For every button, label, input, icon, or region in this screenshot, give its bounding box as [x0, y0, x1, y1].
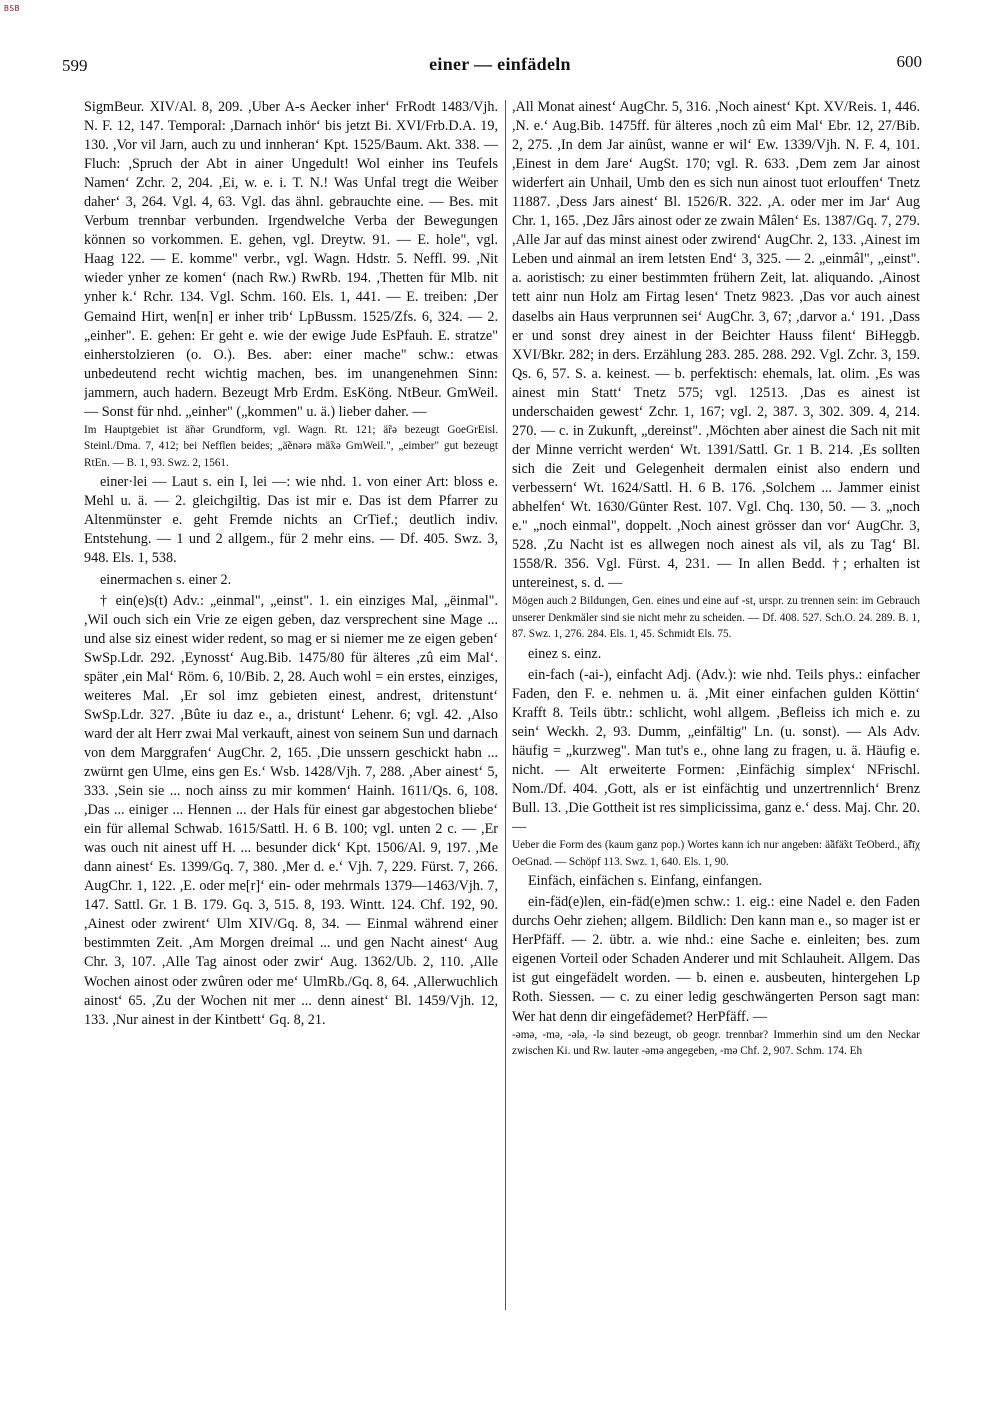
right-column [512, 98, 920, 1320]
page-number-right: 600 [896, 52, 922, 71]
note-einher: Im Hauptgebiet ist ä̃nər Grundform, vgl. Wagn. Rt. 121; ä̃rə bezeugt GoeGrEisl. Steinl./Dma. 7, 412; bei Nefflen beides; „ä̃enərə mä̃xə GmWeil.", „eimber" gut bezeugt RtEn. — B. 1, 93. Swz. 2, 1561. [84, 423, 498, 469]
column-divider [505, 100, 506, 1310]
note-einfaedeln: -əmə, -mə, -ələ, -lə sind bezeugt, ob geogr. trennbar? Immerhin sind um den Neckar zwischen Ki. und Rw. lauter -əmə angegeben, -mə Chf. 2, 907. Schm. 174. Eh [512, 1028, 920, 1058]
entry-eines: † ein(e)s(t) Adv.: „einmal", „einst". 1. ein einziges Mal, „ëinmal". ,Wil ouch sich ein Vrie ze eigen geben, daz versprechent sine Mage ... und alse siz einest wider redent, so mag er si niemer me ze eigen geben‘ SwSp.Ldr. 292. ,Eynosst‘ Aug.Bib. 1475/80 für älteres ,zû eim Mal‘. später ,ein Mal‘ Röm. 6, 10/Bib. 2, 28. Auch wohl = ein erstes, einziges, weiteres Mal. ,Er sol imz gebieten einest, andrest, dritenstunt‘ SwSp.Ldr. 327. ,Bûte iu daz e., a., dristunt‘ Lehenr. 6; vgl. 42. ,Also ward der alt Herr zwai Mal verkauft, ainest von seinem Sun und darnach von dem Marggrafen‘ AugChr. 2, 165. ,Die unssern geschickt habn ... zwürnt gen Ulme, eins gen Es.‘ Wsb. 1428/Vjh. 7, 288. ,Aber ainest‘ 5, 333. ,Sein sie ... noch ainss zu mir kommen‘ Hainh. 1611/Qs. 6, 108. ,Das ... einiger ... Hennen ... der Hals für einest gar abgestochen bliebe‘ ein für allemal Schwab. 1615/Sattl. H. 6 B. 100; vgl. unten 2 c. — ,Er was ouch nit ainest uff H. ... besunder dick‘ Kpt. 1506/Al. 9, 197. ,Me dann ainest‘ Es. 1399/Gq. 7, 380. ,Mer d. e.‘ Vjh. 7, 229. Fürst. 7, 266. AugChr. 1, 122. ,E. oder me[r]‘ ein- oder mehrmals 1379—1463/Vjh. 7, 147. Sattl. Gr. 1 B. 179. Gq. 3, 515. 8, 193. Wintt. 124. Chf. 192, 90. ,Ainest oder zwirent‘ Ulm XIV/Gq. 8, 34. — Einmal während einer bestimmten Zeit. ,Am Morgen dreimal ... und gen Nacht ainest‘ Aug Chr. 3, 107. ,Alle Tag ainost oder zwir‘ Aug. 1362/Ub. 2, 110. ,Alle Wochen ainost oder zwûren oder me‘ UlmRb./Gq. 8, 64. ,Allerwuchlich ainost‘ 65. ,Zu der Wochen nit mer ... denn ainest‘ Bl. 1459/Vjh. 12, 133. ,Nur ainest in der Kintbett‘ Gq. 8, 21. [84, 592, 498, 1028]
running-title: einer — einfädeln [429, 54, 571, 74]
page-number-left: 599 [62, 56, 88, 75]
page-header [0, 48, 1000, 78]
left-column [84, 98, 498, 1320]
note-eines: Mögen auch 2 Bildungen, Gen. eines und eine auf -st, urspr. zu trennen sein: im Gebrauch unserer Denkmäler sind sie nicht mehr zu scheiden. — Df. 408. 527. Sch.O. 24. 289. B. 1, 87. Swz. 1, 276. 284. Els. 1, 45. Schmidt Els. 75. [512, 595, 920, 641]
entry-einermachen: einermachen s. einer 2. [100, 571, 232, 588]
note-einfach: Ueber die Form des (kaum ganz pop.) Wortes kann ich nur angeben: ä̃äfä̃xt TeOberd., ä̃fīχ OeGnad. — Schöpf 113. Swz. 1, 640. Els. 1, 90. [512, 839, 920, 868]
entry-einfaedeln: ein-fäd(e)len, ein-fäd(e)men schw.: 1. eig.: eine Nadel e. den Faden durchs Oehr ziehen; allgem. Bildlich: Den kann man e., so mager ist er HerPfäff. — 2. übtr. a. wie nhd.: eine Sache e. einleiten; bes. zum eigenen Vorteil oder Schaden Anderer und mit Schlauheit. Allgem. Das ist gut eingefädelt worden. — b. einen e. ausbeuten, hintergehen Lp Roth. Siessen. — c. zu einer ledig geschwängerten Person sagt man: Wer hat denn dir eingefädemet? HerPfäff. — [512, 894, 920, 1025]
entry-einfaech: Einfäch, einfächen s. Einfang, einfangen. [528, 873, 762, 890]
entry-eines-continued: ,All Monat ainest‘ AugChr. 5, 316. ,Noch ainest‘ Kpt. XV/Reis. 1, 446. ,N. e.‘ Aug.Bib. 1475ff. für älteres ,noch zû eim Mal‘ Ebr. 12, 27/Bib. 2, 275. ,In dem Jar ainûst, wanne er wil‘ Ew. 1339/Vjh. N. F. 4, 101. ,Einest in dem Jare‘ AugSt. 170; vgl. R. 633. ,Dem zem Jar ainost widerfert ain Unhail, Umb den es sich nun ainost tuot erlouffen‘ Tnetz 11887. ,Dess Jars ainest‘ Bl. 1526/R. 322. ,A. oder mer im Jar‘ Aug Chr. 1, 165. ,Dez Jârs ainost oder ze zwain Mâlen‘ Es. 1387/Gq. 7, 279. ,Alle Jar auf das minst ainest oder zwirend‘ AugChr. 2, 133. ,Ainest im Leben und ainmal an irem letsten End‘ 3, 325. — 2. „einmâl", „einst". a. aoristisch: zu einer bestimmten frühern Zeit, lat. aliquando. ,Ainost tett ainr nun Holz am Firtag lesen‘ Tnetz 9823. ,Das vor auch ainest daselbs ain Haus verprunnen sei‘ AugChr. 3, 67; ,darvor a.‘ 191. ,Dass er und sonst drey ainest in der Beichter Hauss filent‘ BiHeggb. XVI/Bkr. 282; in ders. Erzählung 283. 285. 288. 292. Vgl. Zchr. 3, 159. Qs. 6, 57. S. a. keinest. — b. perfektisch: ehemals, lat. olim. ,Es was ainest min Statt‘ Tnetz 575; vgl. 12513. ,Das es ainest ist underschaiden gewest‘ Zchr. 1, 167; vgl. 2, 387. 3, 302. 309. 4, 214. 270. — c. in Zukunft, „dereinst". ,Möchten aber ainest die Sach nit mit der Minne verricht werden‘ Wt. 1391/Sattl. Gr. 1 B. 214. ,Es sollten sich die Zeit und Gelegenheit dermalen einist also endern und verbessern‘ Wt. 1624/Sattl. H. 6 B. 176. ,Solchem ... Jammer einist abhelfen‘ Wt. 1630/Günter Rest. 107. Vgl. Chq. 130, 50. — 3. „noch e." „noch einmal", doppelt. ,Noch ainest grösser dan vor‘ AugChr. 3, 528. ,Zu Nacht ist es allwegen noch ainest als vil, als zu Tag‘ Bl. 1558/R. 356. Vgl. Fürst. 4, 231. — In allen Bedd. †; erhalten ist untereinest, s. d. — [512, 99, 920, 592]
entry-einez: einez s. einz. [528, 645, 602, 662]
library-stamp: BSB [4, 4, 20, 13]
entry-einher-continued: SigmBeur. XIV/Al. 8, 209. ,Uber A-s Aecker inher‘ FrRodt 1483/Vjh. N. F. 12, 147. Temporal: ,Darnach inhör‘ bis jetzt Bi. XVI/Frb.D.A. 19, 130. ,Vor vil Jarn, auch zu und innheran‘ Kpt. 1525/Baum. Akt. 338. — Fluch: ,Spruch der Abt in ainer Ungedult! Wol einher ins Teufels Namen‘ Zchr. 2, 204. ,Ei, w. e. i. T. N.! Was Unfal tregt die Weiber daher‘ 3, 264. Vgl. 4, 63. Vgl. das ähnl. gebrauchte eine. — Bes. mit Verbum trennbar verbunden. Irgendwelche Verba der Bewegungen können so vorkommen. E. gehen, vgl. Dreytw. 91. — E. hole", vgl. Haag 122. — E. komme" verbr., vgl. Wagn. Hdstr. 5. Neffl. 99. ,Nit wieder ynher ze komen‘ (nach Rw.) RwRb. 194. ,Thetten für Mlb. nit ynher k.‘ Rchr. 134. Vgl. Schm. 160. Els. 1, 441. — E. treiben: ,Der Gemaind Hirt, wen[n] er inher trib‘ LpBussm. 1525/Zfs. 6, 324. — 2. „einher". E. gehen: Er geht e. wie der ewige Jude EsPfauh. E. stratze" einherstolzieren (o. O.). Bes. aber: einer mache" schw.: etwas unbedeutend recht wichtig machen, bes. im unangenehmen Sinn: jammern, auch hadern. Bezeugt Mrb Erdm. EsKöng. NtBeur. GmWeil. — Sonst für nhd. „einher" („kommen" u. ä.) lieber daher. — [84, 99, 498, 420]
entry-einerlei: einer·lei — Laut s. ein I, lei —: wie nhd. 1. von einer Art: bloss e. Mehl u. ä. — 2. gleichgiltig. Das ist mir e. Das ist dem Pfarrer zu Altenmünster e. geht Fremde nichts an CrTief.; deutlich indiv. Entstehung. — 1 und 2 allgem., für 2 mehr eins. — Df. 405. Swz. 3, 948. Els. 1, 538. [84, 474, 498, 567]
entry-einfach: ein-fach (-ai-), einfacht Adj. (Adv.): wie nhd. Teils phys.: einfacher Faden, den F. e. nehmen u. ä. ,Mit einer einfachen gulden Köttin‘ Krafft 8. Teils übtr.: schlicht, wohl allgem. ,Befleiss ich mich e. zu sein‘ Weckh. 2, 93. Dumm, „einfältig" Ln. (u. sonst). — Als Adv. häufig = „kurzweg". Man tut's e., ohne lang zu fragen, u. ä. Häufig e. nicht. — Alt erweiterte Formen: ,Einfächig simplex‘ NFrischl. Nom./Df. 404. ,Gott, als er ist einfächtig und unzertrennlich‘ Brenz Bull. 13. ,Die Gottheit ist res simplicissima, ganz e.‘ dess. Maj. Chr. 20. — [512, 666, 920, 836]
